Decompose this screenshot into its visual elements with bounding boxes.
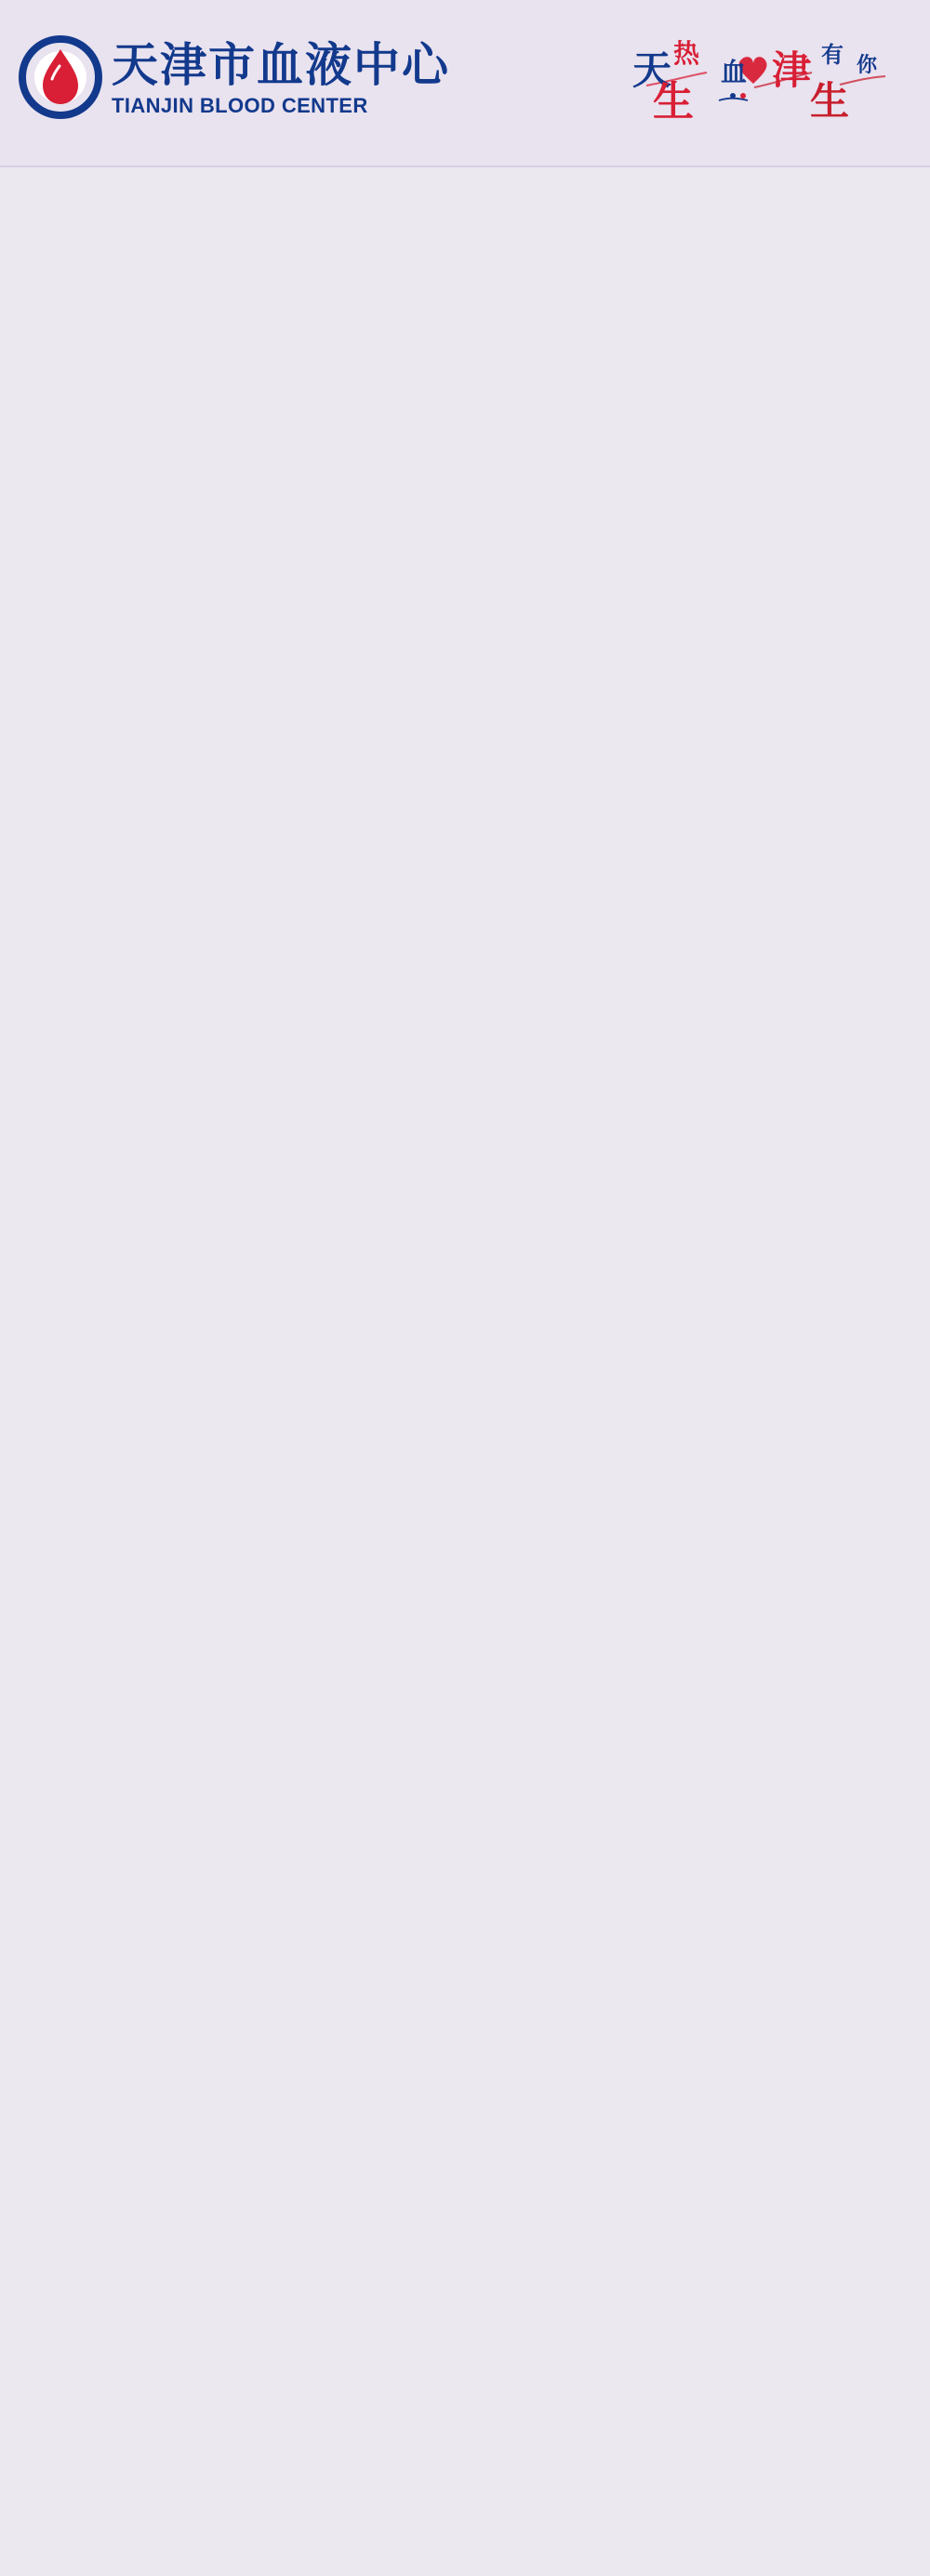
slogan-char-6: 你 (857, 53, 878, 77)
slogan-char-5: 有 (821, 41, 844, 68)
slogan-char-8: 生 (810, 78, 850, 124)
slogan-graphic (632, 32, 902, 125)
blood-drop-logo-icon (19, 35, 102, 119)
header (0, 0, 930, 167)
slogan-char-4: 津 (772, 47, 812, 93)
slogan-heart-graphic-icon (632, 32, 902, 125)
logo-lockup (19, 35, 456, 119)
slogan-char-7: 生 (653, 78, 694, 125)
slogan-char-1: 天 (632, 47, 672, 93)
organization-name-cn: 天津市血液中心 (112, 38, 450, 92)
slogan-char-2: 热 (673, 38, 700, 69)
organization-name-en: TIANJIN BLOOD CENTER (112, 94, 368, 117)
slogan-char-3: 血 (721, 57, 748, 87)
